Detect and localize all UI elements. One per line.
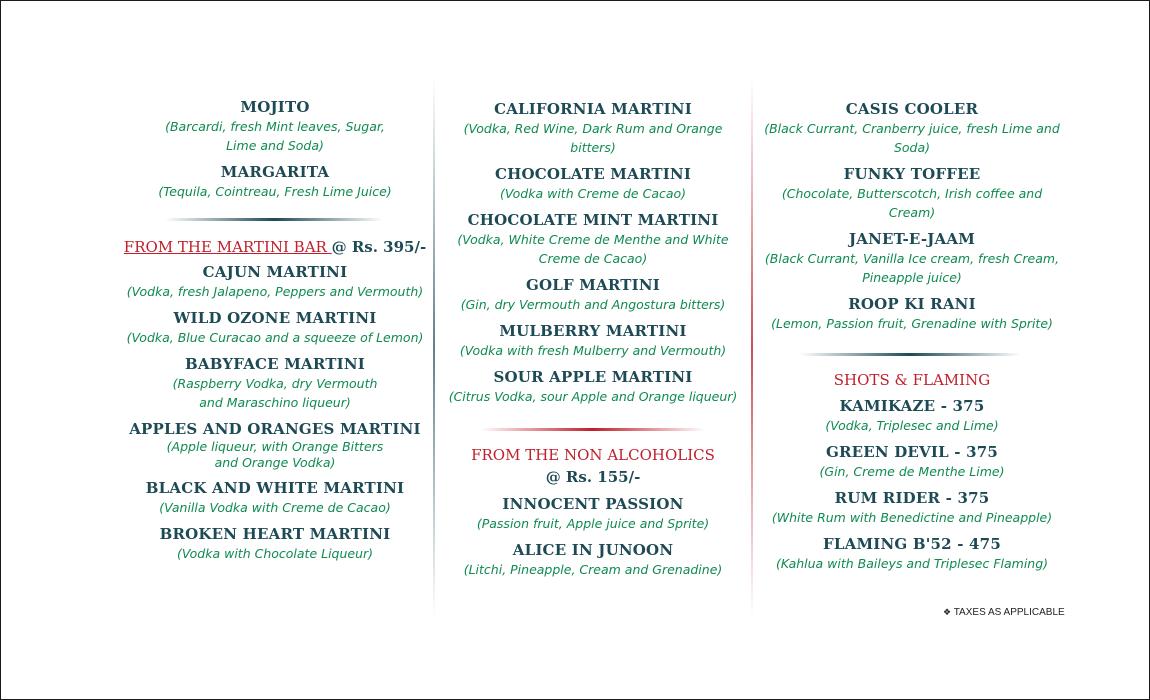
item-desc: and Orange Vodka) [214,455,336,470]
item-desc: (Vodka with Creme de Cacao) [499,186,687,201]
menu-item [757,99,1067,157]
item-desc: Cream) [888,205,936,220]
taxes-note-text: TAXES AS APPLICABLE [953,607,1065,618]
menu-item [757,294,1067,333]
item-desc: (Kahlua with Baileys and Triplesec Flaming) [775,556,1049,571]
item-desc: (Gin, Creme de Menthe Lime) [819,464,1005,479]
menu-item [438,321,748,360]
menu-item [438,99,748,157]
item-desc: (Gin, dry Vermouth and Angostura bitters) [460,297,726,312]
item-name: ALICE IN JUNOON [512,541,674,559]
item-desc: (Vanilla Vodka with Creme de Cacao) [159,500,391,515]
item-desc: Pineapple juice) [862,270,962,285]
section-divider-col2 [480,428,705,431]
menu-item [438,210,748,268]
section-divider-col1 [165,218,383,221]
menu-item [110,308,440,347]
item-name: BABYFACE MARTINI [185,355,365,373]
menu-item [110,419,440,471]
item-desc: (Apple liqueur, with Orange Bitters [166,439,384,454]
section-price: @ Rs. 155/- [545,468,641,486]
item-desc: (Passion fruit, Apple juice and Sprite) [476,516,710,531]
item-name: FUNKY TOFFEE [843,165,981,183]
section-price: @ Rs. 395/- [331,238,427,256]
menu-item [110,97,440,155]
item-name: MOJITO [240,98,310,116]
section-label: FROM THE MARTINI BAR [123,238,332,256]
menu-item [110,162,440,201]
column-2-martini [438,99,748,406]
menu-item [757,534,1067,573]
column-3-coolers [757,99,1067,333]
item-desc: (Vodka, fresh Jalapeno, Peppers and Vermouth) [126,284,424,299]
item-desc: Creme de Cacao) [538,251,648,266]
item-name: GREEN DEVIL - 375 [825,443,999,461]
menu-item [438,367,748,406]
item-name: CHOCOLATE MARTINI [494,165,692,183]
diamond-bullet-icon: ❖ [943,607,952,617]
item-name: RUM RIDER - 375 [834,489,990,507]
item-desc: (Vodka with Chocolate Liqueur) [176,546,374,561]
item-name: CASIS COOLER [845,100,979,118]
menu-item [110,354,440,412]
column-2-non-alcoholic [438,444,748,579]
item-desc: Soda) [893,140,931,155]
menu-item [757,396,1067,435]
menu-item [757,164,1067,222]
taxes-note [943,607,1065,618]
item-desc: bitters) [570,140,616,155]
menu-item [438,494,748,533]
column-1-martini [110,236,440,563]
item-name: WILD OZONE MARTINI [173,309,377,327]
menu-item [438,540,748,579]
item-desc: (Chocolate, Butterscotch, Irish coffee and [781,186,1043,201]
item-name: CALIFORNIA MARTINI [494,100,692,118]
item-name: APPLES AND ORANGES MARTINI [129,420,421,438]
section-divider-col3 [800,353,1020,356]
item-desc: (Raspberry Vodka, dry Vermouth [172,376,378,391]
item-name: JANET-E-JAAM [848,230,976,248]
item-name: SOUR APPLE MARTINI [493,368,693,386]
menu-item [757,229,1067,287]
item-desc: (Vodka, White Creme de Menthe and White [457,232,729,247]
section-heading-non-alcoholics: FROM THE NON ALCOHOLICS [471,446,715,464]
item-desc: (Citrus Vodka, sour Apple and Orange liqueur) [448,389,738,404]
menu-item [757,442,1067,481]
menu-item [438,164,748,203]
item-name: GOLF MARTINI [525,276,661,294]
menu-item [110,262,440,301]
item-desc: (Tequila, Cointreau, Fresh Lime Juice) [158,184,392,199]
item-name: CAJUN MARTINI [202,263,348,281]
item-name: CHOCOLATE MINT MARTINI [467,211,719,229]
item-desc: (Barcardi, fresh Mint leaves, Sugar, [165,119,385,134]
item-name: FLAMING B'52 - 475 [823,535,1001,553]
item-name: BLACK AND WHITE MARTINI [145,479,405,497]
item-desc: and Maraschino liqueur) [199,395,351,410]
item-name: ROOP KI RANI [848,295,976,313]
section-heading-martini-bar [110,236,440,258]
item-desc: Lime and Soda) [226,138,324,153]
menu-item [110,524,440,563]
item-name: INNOCENT PASSION [502,495,684,513]
item-desc: (Vodka with fresh Mulberry and Vermouth) [459,343,727,358]
item-desc: (Lemon, Passion fruit, Grenadine with Sprite) [771,316,1053,331]
item-desc: (Black Currant, Cranberry juice, fresh Lime and [764,121,1060,136]
item-name: BROKEN HEART MARTINI [159,525,391,543]
column-divider-right [751,78,753,618]
item-desc: (Vodka, Triplesec and Lime) [825,418,999,433]
column-3-shots [757,369,1067,573]
item-desc: (Vodka, Red Wine, Dark Rum and Orange [463,121,723,136]
item-name: KAMIKAZE - 375 [839,397,985,415]
item-name: MULBERRY MARTINI [499,322,687,340]
item-desc: (Litchi, Pineapple, Cream and Grenadine) [463,562,723,577]
menu-item [757,488,1067,527]
menu-item [438,275,748,314]
menu-item [110,478,440,517]
item-desc: (Vodka, Blue Curacao and a squeeze of Lemon) [126,330,424,345]
item-desc: (White Rum with Benedictine and Pineapple) [771,510,1053,525]
section-heading-shots: SHOTS & FLAMING [833,371,991,389]
item-desc: (Black Currant, Vanilla Ice cream, fresh Cream, [764,251,1060,266]
column-1-top [110,97,440,201]
item-name: MARGARITA [220,163,330,181]
